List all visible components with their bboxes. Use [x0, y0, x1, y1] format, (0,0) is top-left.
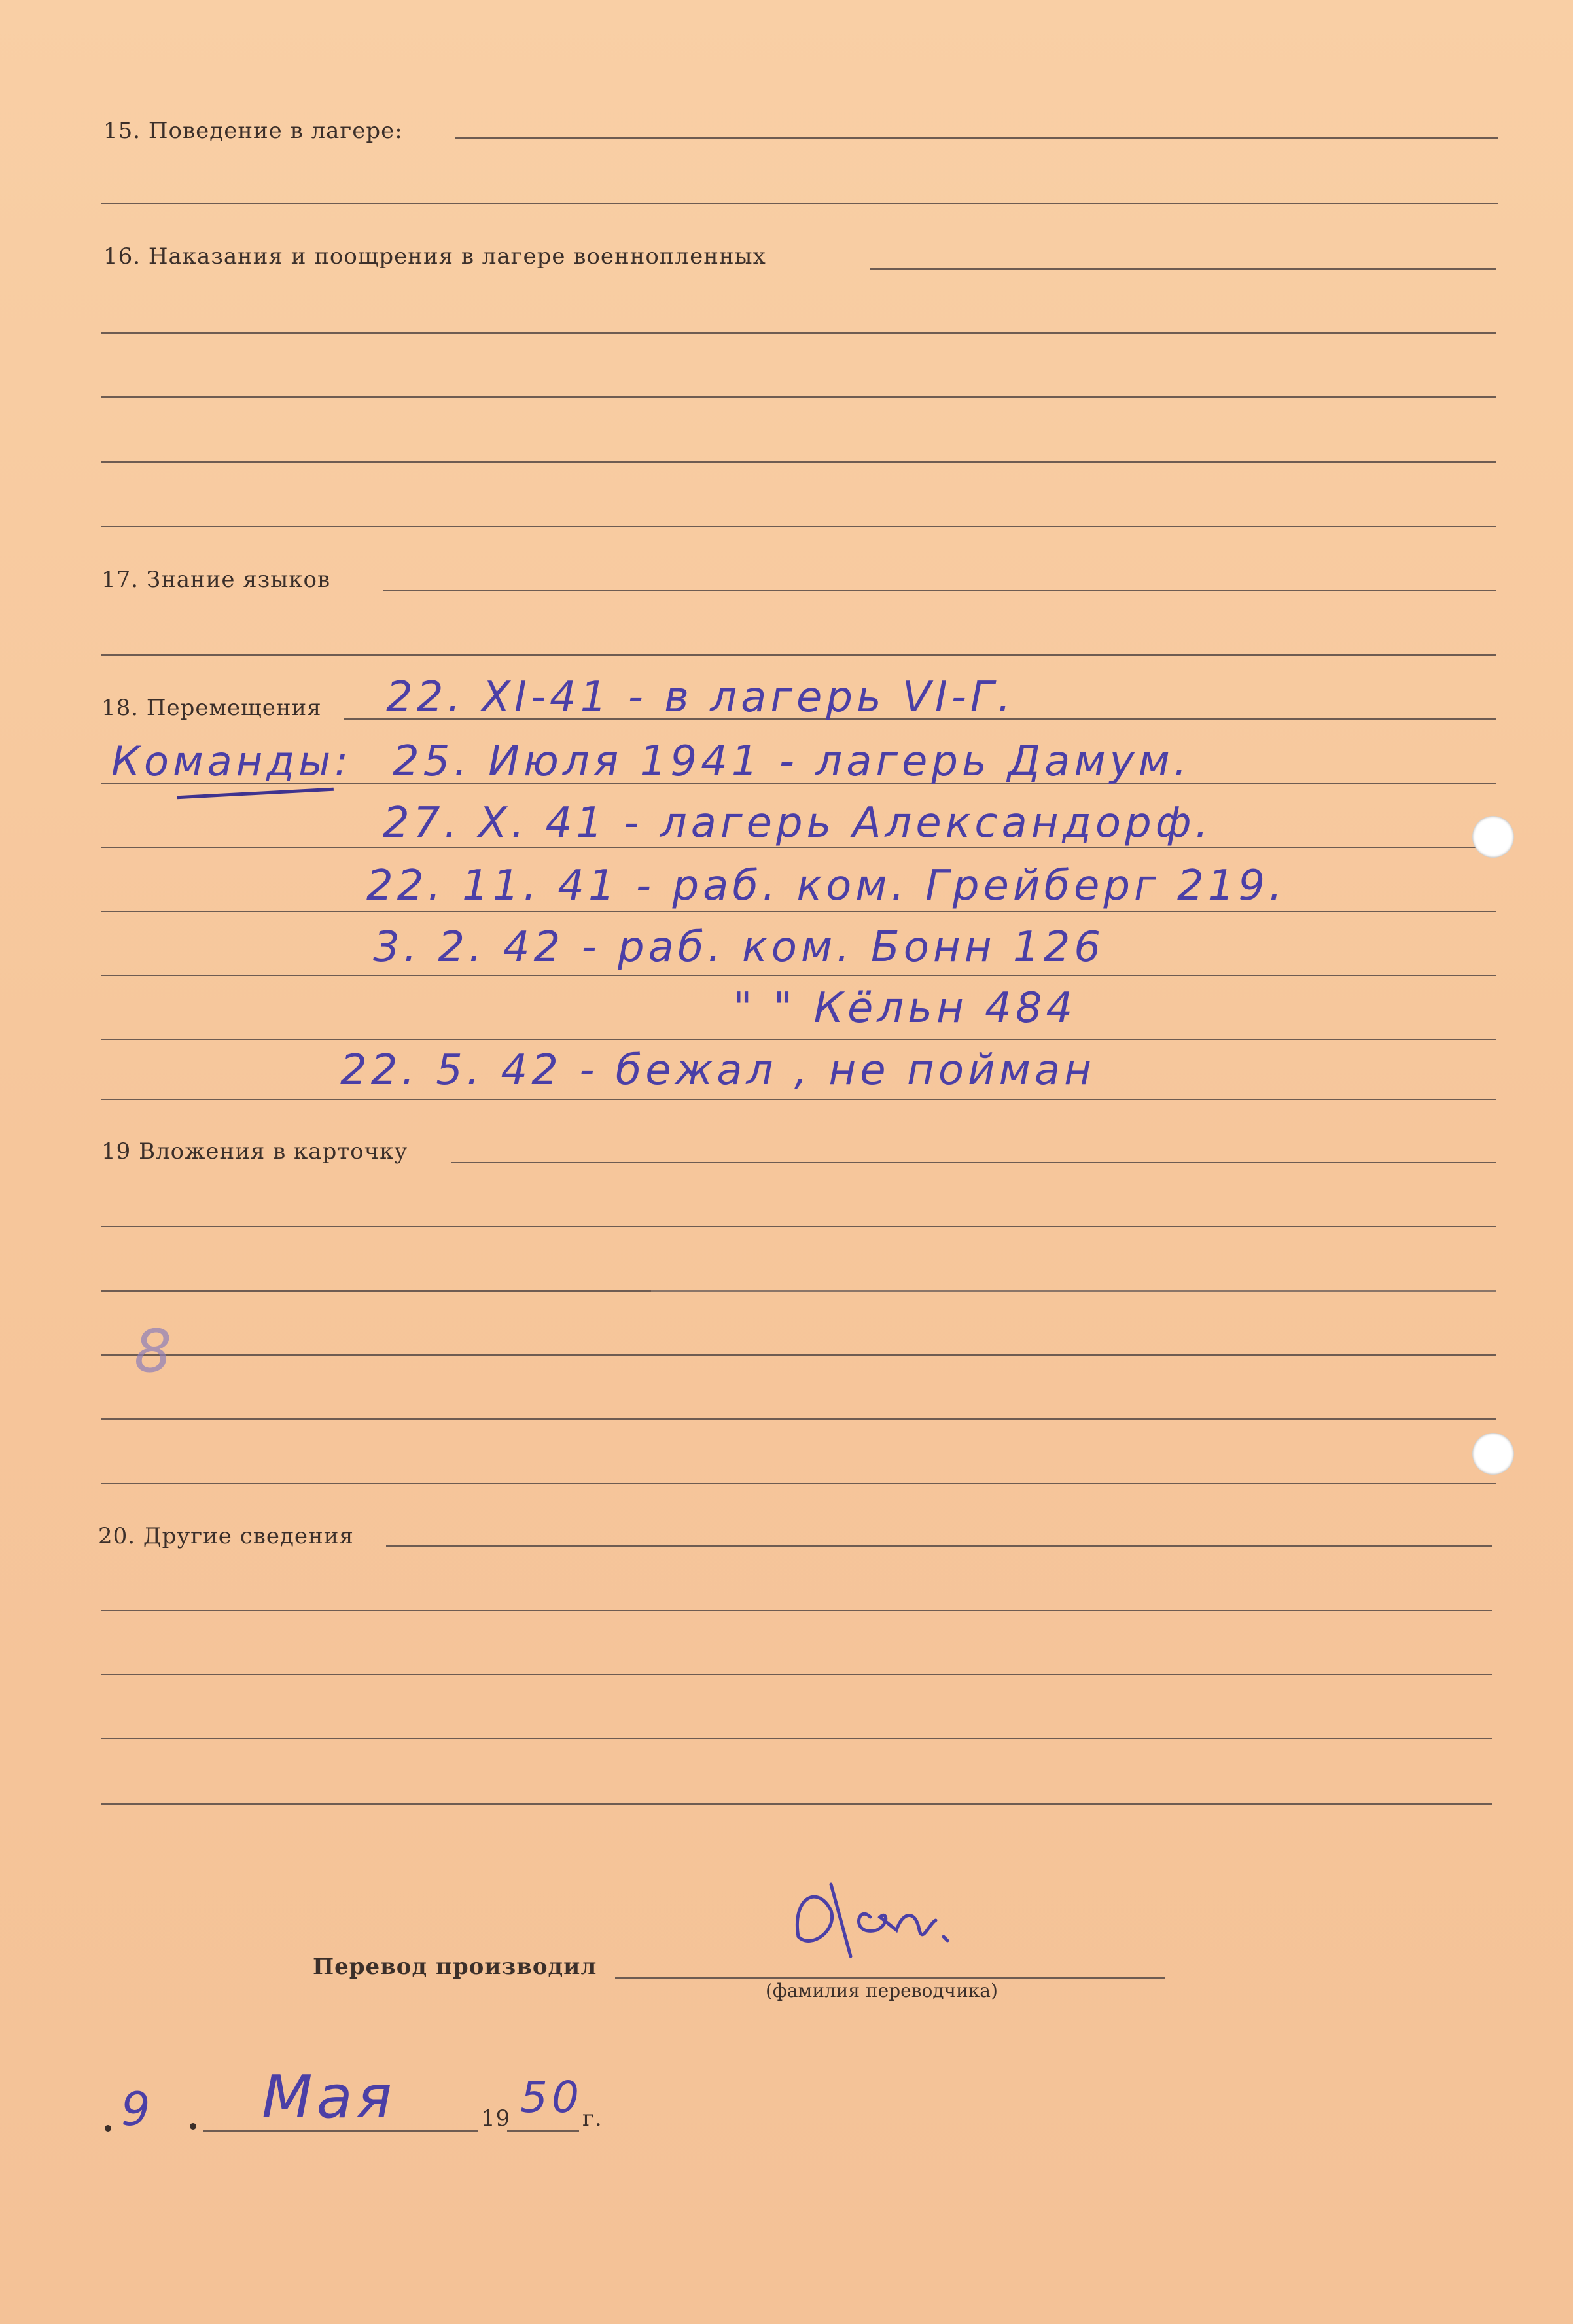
- field-17-line-2: [101, 654, 1496, 656]
- field-15-line-2: [101, 203, 1498, 204]
- field-20-line-3: [101, 1674, 1492, 1675]
- field-19-line-3b: [651, 1290, 1496, 1292]
- field-18-line-4: [101, 911, 1496, 912]
- date-day: 9: [121, 2083, 154, 2136]
- field-20-line-5: [101, 1803, 1492, 1805]
- field-19-line-3: [101, 1290, 651, 1292]
- date-year-suffix: 50: [520, 2072, 583, 2122]
- field-20-line-4: [101, 1738, 1492, 1739]
- punch-hole-top: [1472, 816, 1514, 858]
- date-year-unit: г.: [582, 2105, 603, 2132]
- field-19-line-5: [101, 1418, 1496, 1420]
- translator-signature-line: [615, 1977, 1165, 1979]
- handwritten-move-5: 3. 2. 42 - раб. ком. Бонн 126: [373, 923, 1105, 972]
- field-19-line-6: [101, 1483, 1496, 1484]
- field-19-line: [451, 1162, 1496, 1163]
- date-year-prefix: 19: [481, 2105, 511, 2132]
- handwritten-move-1: 22. XI-41 - в лагерь VI-Г.: [386, 673, 1015, 722]
- field-18-line-6: [101, 1039, 1496, 1040]
- date-year-line: [507, 2130, 579, 2132]
- field-19-label: 19 Вложения в карточку: [101, 1138, 408, 1165]
- date-month: Мая: [262, 2063, 396, 2132]
- field-17-label: 17. Знание языков: [101, 567, 331, 593]
- handwritten-move-7: 22. 5. 42 - бежал , не пойман: [340, 1046, 1095, 1095]
- date-dot-1: [105, 2125, 111, 2132]
- date-dot-2: [190, 2123, 196, 2130]
- translator-label: Перевод производил: [313, 1954, 597, 1980]
- field-15-label: 15. Поведение в лагере:: [103, 118, 403, 144]
- translator-caption: (фамилия переводчика): [766, 1980, 998, 2001]
- field-16-label: 16. Наказания и поощрения в лагере военнопленных: [103, 243, 766, 270]
- field-20-line: [386, 1545, 1492, 1547]
- field-19-line-2: [101, 1226, 1496, 1227]
- komandy-underline: [177, 788, 334, 800]
- field-18-line-5: [101, 975, 1496, 976]
- handwritten-komandy: Команды:: [111, 737, 352, 785]
- field-17-line: [383, 590, 1496, 591]
- handwritten-move-6: " " Кёльн 484: [733, 984, 1077, 1032]
- handwritten-move-2: 25. Июля 1941 - лагерь Дамум.: [393, 737, 1192, 786]
- field-16-line-4: [101, 461, 1496, 463]
- field-20-line-2: [101, 1610, 1492, 1611]
- field-16-line: [870, 268, 1496, 270]
- punch-hole-bottom: [1472, 1433, 1514, 1475]
- field-16-line-2: [101, 332, 1496, 334]
- field-15-line: [455, 137, 1498, 139]
- translator-signature: [772, 1858, 1034, 1976]
- field-18-label: 18. Перемещения: [101, 695, 322, 721]
- handwritten-move-4: 22. 11. 41 - раб. ком. Грейберг 219.: [366, 862, 1286, 910]
- field-16-line-3: [101, 396, 1496, 398]
- margin-mark: 8: [134, 1317, 176, 1386]
- field-20-label: 20. Другие сведения: [98, 1523, 354, 1549]
- field-18-line-7: [101, 1099, 1496, 1100]
- field-16-line-5: [101, 526, 1496, 527]
- date-month-line: [203, 2130, 478, 2132]
- field-19-line-4: [101, 1354, 1496, 1356]
- handwritten-move-3: 27. X. 41 - лагерь Александорф.: [383, 799, 1212, 847]
